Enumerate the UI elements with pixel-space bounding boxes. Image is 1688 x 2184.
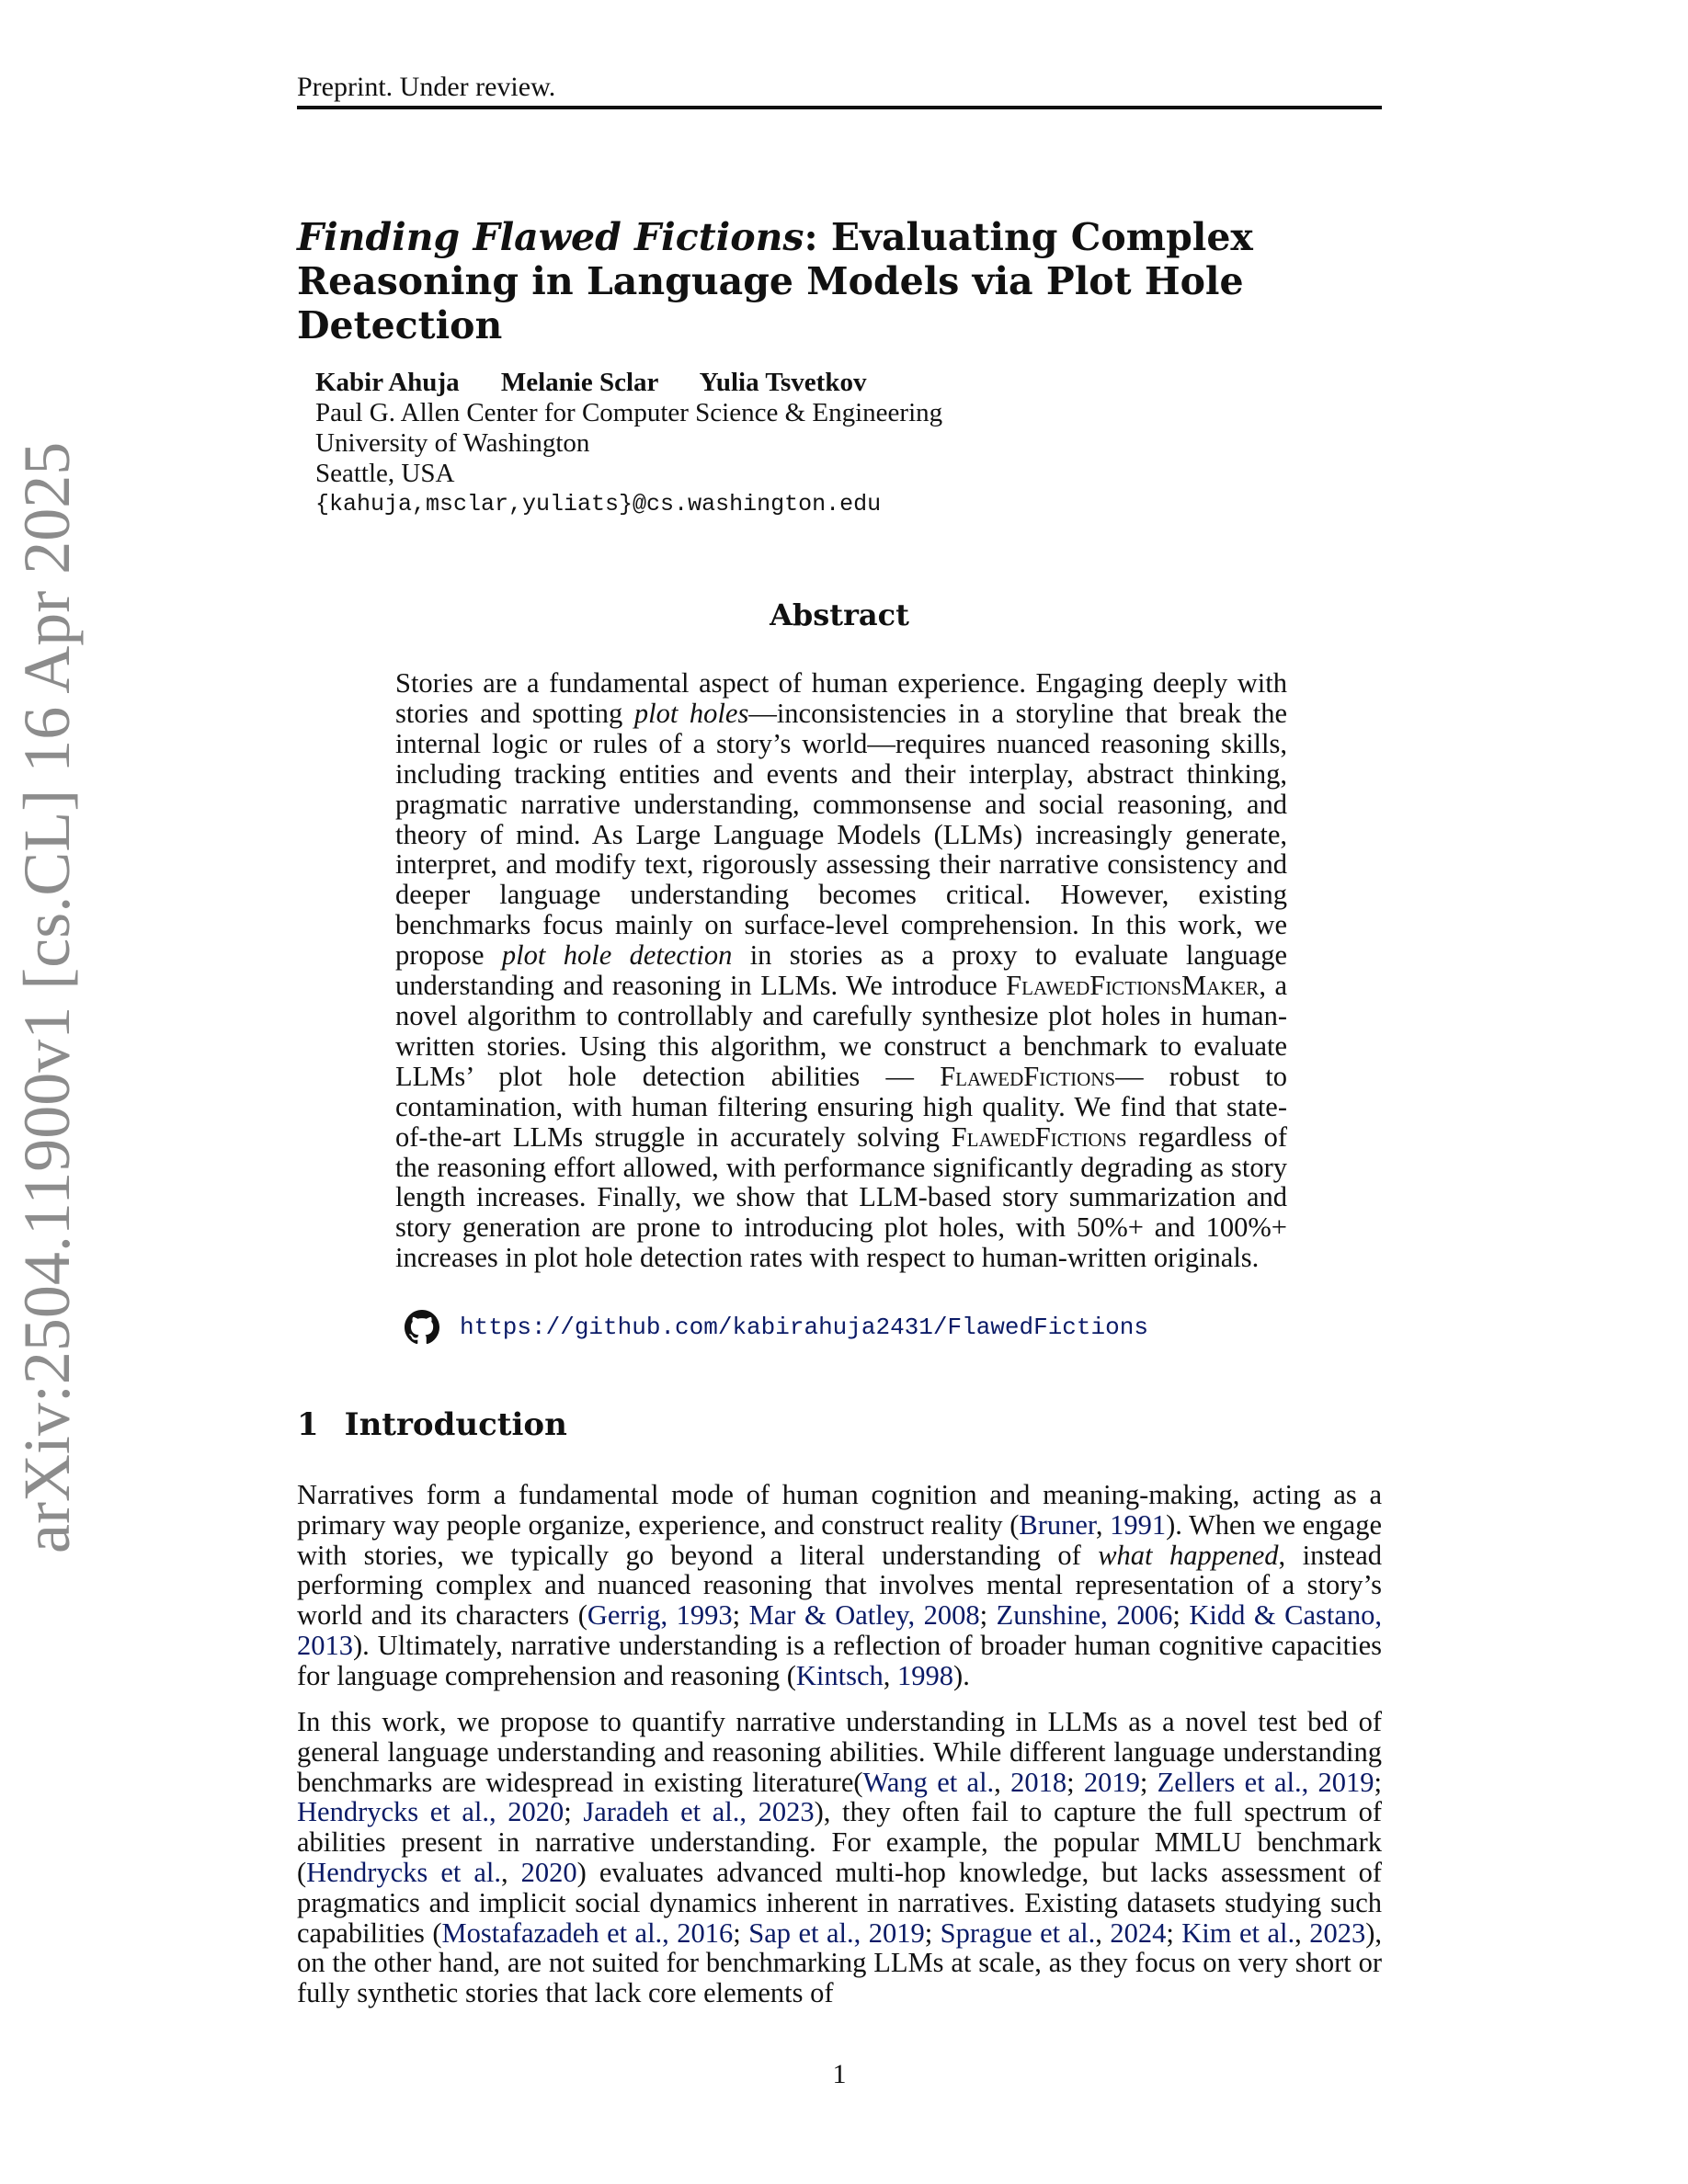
abstract-smallcaps: FlawedFictions: [940, 1060, 1116, 1092]
github-link-row: [405, 1309, 1324, 1346]
paragraph-text: ;: [732, 1599, 749, 1632]
paper-title: [297, 215, 1400, 347]
citation-link[interactable]: Kidd & Castano, 2013: [297, 1599, 1382, 1661]
header-rule: [297, 106, 1382, 109]
running-header: Preprint. Under review.: [297, 72, 556, 102]
intro-paragraph-1: [297, 1480, 1382, 1691]
paragraph-text: ). When we engage with stories, we typically go beyond a literal understanding of: [297, 1508, 1383, 1571]
citation-link[interactable]: Wang et al.: [862, 1766, 995, 1798]
abstract-body: [395, 668, 1287, 1273]
citation-link[interactable]: 2024: [1110, 1917, 1167, 1949]
paragraph-text: ;: [1374, 1766, 1383, 1798]
citation-link[interactable]: Jaradeh et al., 2023: [583, 1796, 815, 1828]
abstract-smallcaps: FlawedFictions: [951, 1120, 1127, 1153]
paragraph-text: ,: [1095, 1508, 1111, 1541]
citation-link[interactable]: Sprague et al.: [940, 1917, 1096, 1949]
author-email: {kahuja,msclar,yuliats}@cs.washington.edu: [315, 491, 882, 518]
paragraph-text: ;: [1066, 1766, 1084, 1798]
author-names: [315, 368, 1327, 398]
paragraph-text: ;: [1166, 1917, 1182, 1949]
abstract-text: in stories as a proxy to evaluate language understanding and reasoning in LLMs. We introduce: [395, 939, 1287, 1002]
citation-link[interactable]: Zellers et al., 2019: [1157, 1766, 1374, 1798]
author-name: Kabir Ahuja: [315, 368, 460, 397]
paragraph-text: ;: [1172, 1599, 1190, 1632]
section-number: 1: [297, 1406, 319, 1443]
abstract-text: , a novel algorithm to controllably and carefully synthesize plot holes in human-written stories. Using this algorithm, we construct a benchmark to evaluate LLMs’ plot hole detection abilities —: [395, 970, 1287, 1092]
title-rest: : Evaluating Complex Reasoning in Language Models via Plot Hole Detection: [297, 215, 1253, 347]
abstract-smallcaps: FlawedFictionsMaker: [1006, 970, 1260, 1002]
citation-link[interactable]: Mar & Oatley, 2008: [748, 1599, 980, 1632]
citation-link[interactable]: 2020: [520, 1856, 577, 1888]
page-number: 1: [832, 2059, 847, 2089]
abstract-text: —inconsistencies in a storyline that break the internal logic or rules of a story’s world—requires nuanced reasoning skills, including tracking entities and events and their interplay, abstract thinking, pragmatic narrative understanding, commonsense and social reasoning, and theory of mind. As Large Language Models (LLMs) increasingly generate, interpret, and modify text, rigorously assessing their narrative consistency and deeper language understanding becomes critical. However, existing benchmarks focus mainly on surface-level comprehension. In this work, we propose: [395, 697, 1287, 972]
abstract-emphasis: plot holes: [633, 697, 749, 729]
paragraph-text: ,: [1295, 1917, 1310, 1949]
citation-link[interactable]: Zunshine, 2006: [996, 1599, 1173, 1632]
citation-link[interactable]: Kintsch: [795, 1659, 884, 1691]
paragraph-text: ;: [979, 1599, 997, 1632]
paragraph-text: In this work, we propose to quantify narrative understanding in LLMs as a novel test bed of general language understanding and reasoning abilities. While different language understanding benchmarks are widespread in existing literature(: [297, 1706, 1382, 1798]
citation-link[interactable]: Gerrig, 1993: [587, 1599, 733, 1632]
paragraph-text: ,: [1095, 1917, 1111, 1949]
section-heading-introduction: [297, 1406, 1382, 1443]
author-name: Yulia Tsvetkov: [699, 368, 867, 397]
paragraph-text: Narratives form a fundamental mode of human cognition and meaning-making, acting as a primary way people organize, experience, and construct reality (: [297, 1479, 1382, 1541]
paragraph-text: ;: [564, 1796, 584, 1828]
paragraph-text: ), on the other hand, are not suited for benchmarking LLMs at scale, as they focus on very short or fully synthetic stories that lack core elements of: [297, 1917, 1382, 2009]
paragraph-text: ).: [953, 1659, 970, 1691]
citation-link[interactable]: Sap et al., 2019: [748, 1917, 925, 1949]
abstract-text: — robust to contamination, with human filtering ensuring high quality. We find that state-of-the-art LLMs struggle in accurately solving: [395, 1060, 1287, 1153]
citation-link[interactable]: Mostafazadeh et al., 2016: [441, 1917, 734, 1949]
section-title: Introduction: [344, 1406, 567, 1443]
citation-link[interactable]: Hendrycks et al., 2020: [297, 1796, 565, 1828]
paragraph-text: ;: [924, 1917, 941, 1949]
citation-link[interactable]: 2023: [1309, 1917, 1366, 1949]
paragraph-text: ;: [1139, 1766, 1158, 1798]
github-icon: [405, 1310, 439, 1345]
paragraph-text: , instead performing complex and nuanced reasoning that involves mental representation of a story’s world and its characters (: [297, 1539, 1382, 1632]
citation-link[interactable]: Kim et al.: [1181, 1917, 1295, 1949]
title-italic: Finding Flawed Fictions: [297, 215, 804, 259]
citation-link[interactable]: 1991: [1110, 1508, 1167, 1541]
paragraph-text: ,: [883, 1659, 898, 1691]
author-affiliation: Paul G. Allen Center for Computer Science & Engineering: [315, 398, 943, 427]
paragraph-text: ). Ultimately, narrative understanding is a reflection of broader human cognitive capacities for language comprehension and reasoning (: [297, 1629, 1382, 1691]
github-url-link[interactable]: https://github.com/kabirahuja2431/FlawedFictions: [460, 1314, 1148, 1341]
author-block: [315, 368, 1327, 519]
author-name: Melanie Sclar: [500, 368, 659, 397]
paragraph-emphasis: what happened: [1098, 1539, 1279, 1571]
citation-link[interactable]: 1998: [897, 1659, 954, 1691]
abstract-emphasis: plot hole detection: [501, 939, 733, 972]
paragraph-text: ,: [994, 1766, 1011, 1798]
citation-link[interactable]: Bruner: [1019, 1508, 1096, 1541]
author-university: University of Washington: [315, 428, 590, 458]
citation-link[interactable]: 2018: [1010, 1766, 1067, 1798]
abstract-heading: Abstract: [770, 597, 909, 632]
paragraph-text: ;: [733, 1917, 749, 1949]
citation-link[interactable]: Hendrycks et al.: [306, 1856, 502, 1888]
paragraph-text: ), they often fail to capture the full spectrum of abilities present in narrative understanding. For example, the popular MMLU benchmark (: [297, 1796, 1382, 1888]
paragraph-text: ,: [501, 1856, 521, 1888]
paragraph-text: ) evaluates advanced multi-hop knowledge, but lacks assessment of pragmatics and implicit social dynamics inherent in narratives. Existing datasets studying such capabilities (: [297, 1856, 1382, 1949]
abstract-text: Stories are a fundamental aspect of human experience. Engaging deeply with stories and spotting: [395, 667, 1287, 729]
arxiv-sidebar-stamp: arXiv:2504.11900v1 [cs.CL] 16 Apr 2025: [10, 441, 84, 1553]
intro-paragraph-2: [297, 1707, 1382, 2008]
citation-link[interactable]: 2019: [1083, 1766, 1140, 1798]
abstract-text: regardless of the reasoning effort allowed, with performance significantly degrading as story length increases. Finally, we show that LLM-based story summarization and story generation are prone to introducing plot holes, with 50%+ and 100%+ increases in plot hole detection rates with respect to human-written originals.: [395, 1120, 1287, 1274]
author-location: Seattle, USA: [315, 459, 455, 488]
